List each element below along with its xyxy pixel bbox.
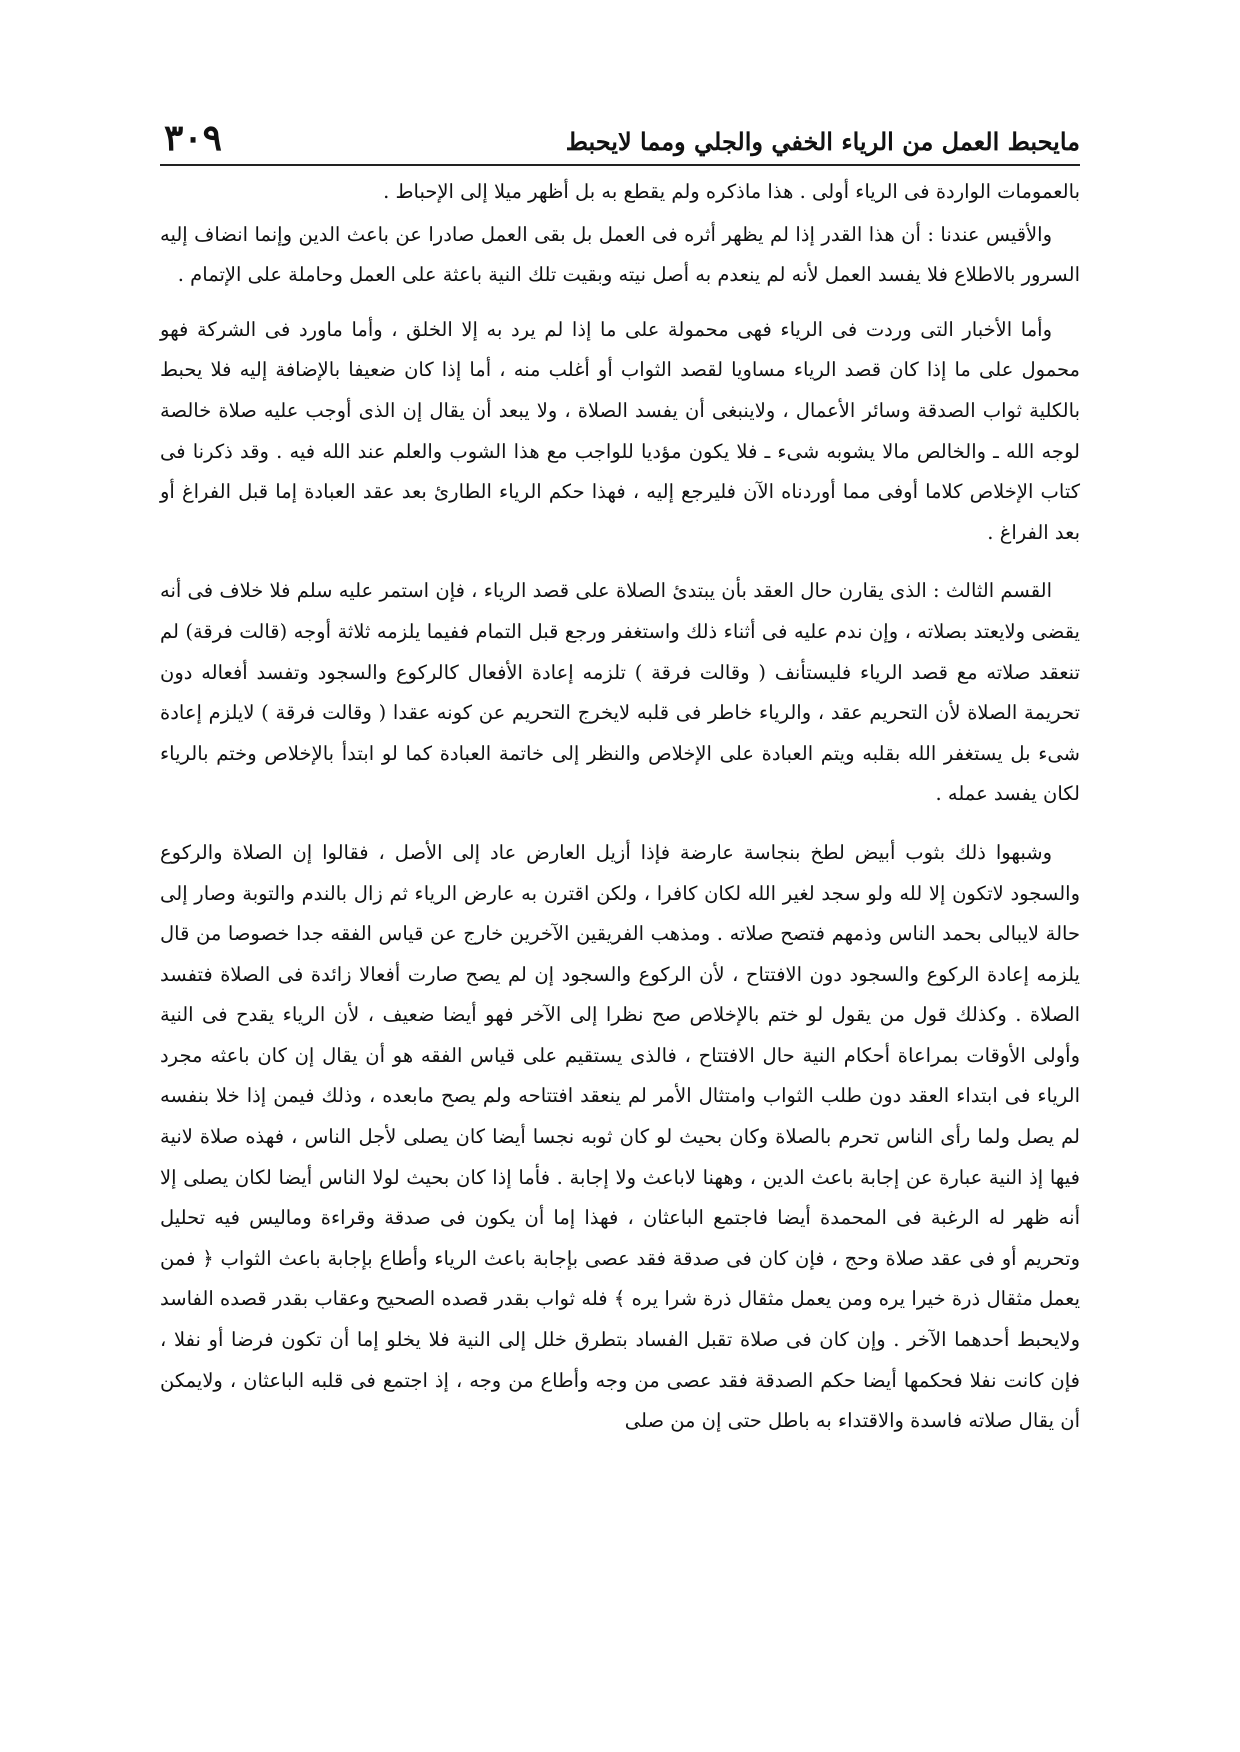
page-number: ٣٠٩: [164, 117, 223, 159]
paragraph-1: بالعمومات الواردة فى الرياء أولى . هذا ماذكره ولم يقطع به بل أظهر ميلا إلى الإحباط .: [383, 180, 1080, 203]
running-title: مايحبط العمل من الرياء الخفي والجلي ومما لايحبط: [565, 127, 1080, 156]
paragraph-5: وشبهوا ذلك بثوب أبيض لطخ بنجاسة عارضة فإذا أزيل العارض عاد إلى الأصل ، فقالوا إن الصلاة والركوع والسجود لاتكون إلا لله ولو سجد لغير الله لكان كافرا ، ولكن اقترن به عارض الرياء ثم زال بالندم والتوبة وصار إلى حالة لايبالى بحمد الناس وذمهم فتصح صلاته . ومذهب الفريقين الآخرين خارج عن قياس الفقه جدا خصوصا من قال يلزمه إعادة الركوع والسجود دون الافتتاح ، لأن الركوع والسجود إن لم يصح صارت أفعالا زائدة فى الصلاة فتفسد الصلاة . وكذلك قول من يقول لو ختم بالإخلاص صح نظرا إلى الآخر فهو أيضا ضعيف ، لأن الرياء يقدح فى النية وأولى الأوقات بمراعاة أحكام النية حال الافتتاح ، فالذى يستقيم على قياس الفقه هو أن يقال إن كان باعثه مجرد الرياء فى ابتداء العقد دون طلب الثواب وامتثال الأمر لم ينعقد افتتاحه ولم يصح مابعده ، وذلك فيمن إذا خلا بنفسه لم يصل ولما رأى الناس تحرم بالصلاة وكان بحيث لو كان ثوبه نجسا أيضا كان يصلى لأجل الناس ، فهذه صلاة لانية فيها إذ النية عبارة عن إجابة باعث الدين ، وههنا لاباعث ولا إجابة . فأما إذا كان بحيث لولا الناس أيضا لكان يصلى إلا أنه ظهر له الرغبة فى المحمدة أيضا فاجتمع الباعثان ، فهذا إما أن يكون فى صدقة وقراءة وماليس فيه تحليل وتحريم أو فى عقد صلاة وحج ، فإن كان فى صدقة فقد عصى بإجابة باعث الرياء وأطاع بإجابة باعث الثواب ﴿ فمن يعمل مثقال ذرة خيرا يره ومن يعمل مثقال ذرة شرا يره ﴾ فله ثواب بقدر قصده الصحيح وعقاب بقدر قصده الفاسد ولايحبط أحدهما الآخر . وإن كان فى صلاة تقبل الفساد بتطرق خلل إلى النية فلا يخلو إما أن تكون فرضا أو نفلا ، فإن كانت نفلا فحكمها أيضا حكم الصدقة فقد عصى من وجه وأطاع من وجه ، إذ اجتمع فى قلبه الباعثان ، ولايمكن أن يقال صلاته فاسدة والاقتداء به باطل حتى إن من صلى: [160, 840, 1080, 1433]
document-page: [160, 110, 1080, 1442]
paragraph-4: القسم الثالث : الذى يقارن حال العقد بأن يبتدئ الصلاة على قصد الرياء ، فإن استمر عليه سلم فلا خلاف فى أنه يقضى ولايعتد بصلاته ، وإن ندم عليه فى أثناء ذلك واستغفر ورجع قبل التمام ففيما يلزمه ثلاثة أوجه (قالت فرقة) لم تنعقد صلاته مع قصد الرياء فليستأنف ( وقالت فرقة ) تلزمه إعادة الأفعال كالركوع والسجود وتفسد أفعاله دون تحريمة الصلاة لأن التحريم عقد ، والرياء خاطر فى قلبه لايخرج التحريم عن كونه عقدا ( وقالت فرقة ) لايلزم إعادة شىء بل يستغفر الله بقلبه ويتم العبادة على الإخلاص والنظر إلى خاتمة العبادة كما لو ابتدأ بالإخلاص وختم بالرياء لكان يفسد عمله .: [160, 579, 1080, 806]
paragraph-3: وأما الأخبار التى وردت فى الرياء فهى محمولة على ما إذا لم يرد به إلا الخلق ، وأما ماورد فى الشركة فهو محمول على ما إذا كان قصد الرياء مساويا لقصد الثواب أو أغلب منه ، أما إذا كان ضعيفا بالإضافة إليه فلا يحبط بالكلية ثواب الصدقة وسائر الأعمال ، ولاينبغى أن يفسد الصلاة ، ولا يبعد أن يقال إن الذى أوجب عليه صلاة خالصة لوجه الله ـ والخالص مالا يشوبه شىء ـ فلا يكون مؤديا للواجب مع هذا الشوب والعلم عند الله فيه . وقد ذكرنا فى كتاب الإخلاص كلاما أوفى مما أوردناه الآن فليرجع إليه ، فهذا حكم الرياء الطارئ بعد عقد العبادة إما قبل الفراغ أو بعد الفراغ .: [160, 317, 1080, 544]
page-header: [160, 110, 1080, 159]
header-rule: [160, 164, 1080, 166]
paragraph-2: والأقيس عندنا : أن هذا القدر إذا لم يظهر أثره فى العمل بل بقى العمل صادرا عن باعث الدين وإنما انضاف إليه السرور بالاطلاع فلا يفسد العمل لأنه لم ينعدم به أصل نيته وبقيت تلك النية باعثة على العمل وحاملة على الإتمام .: [160, 222, 1080, 287]
page-body: [160, 172, 1080, 1442]
